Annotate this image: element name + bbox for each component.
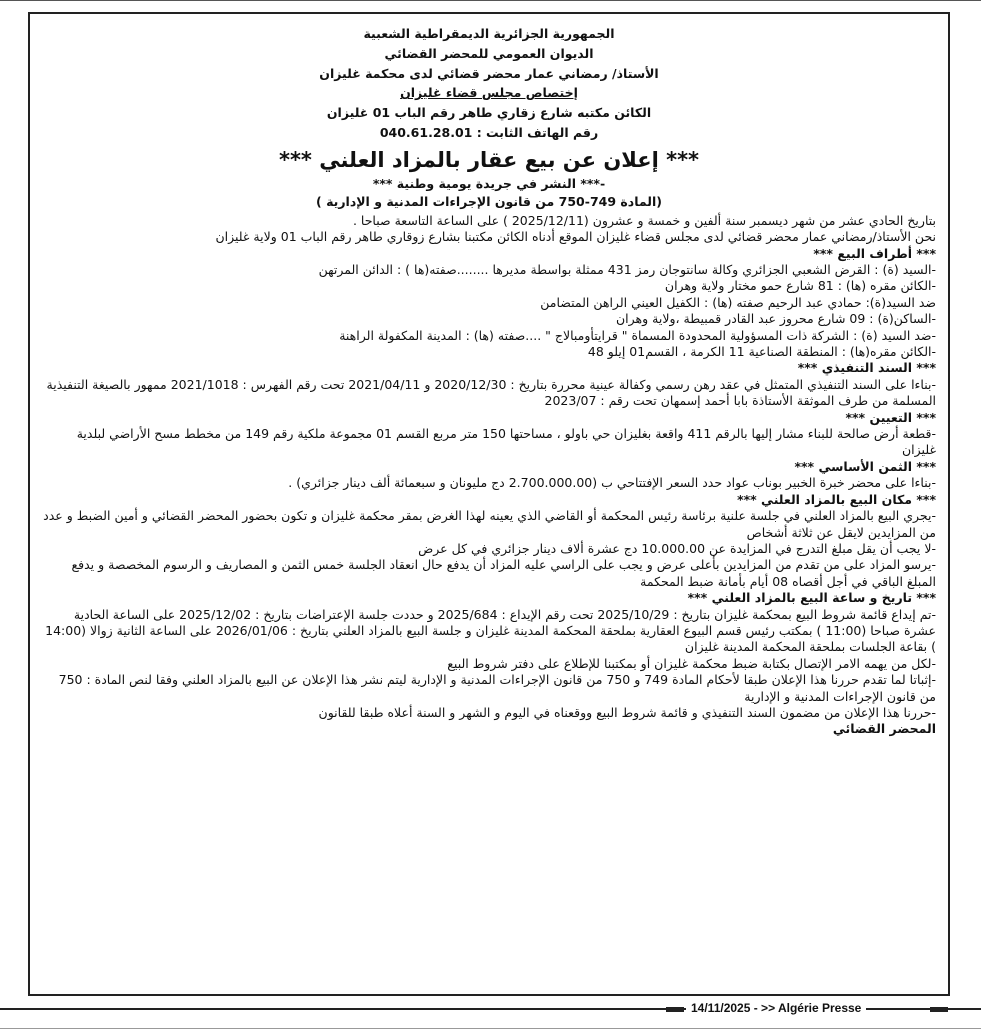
legal-basis-text: -إثباتا لما تقدم حررنا هذا الإعلان طبقا لأحكام المادة 749 و 750 من قانون الإجراءات المدنية و الإدارية ليتم نشر هذا الإعلان عن البيع بالمزاد العلني وفقا لنص المادة : 750 من قانون الإجراءات المدنية و الإدارية (58, 672, 936, 704)
debtor-company: -ضد السيد (ة) : الشركة ذات المسؤولية المحدودة المسماة " قرايتأومبالاج " ....صفته (ها) : المدينة المكفولة الراهنة (339, 327, 936, 343)
top-rule (0, 0, 981, 7)
section-heading-title: *** السند التنفيذي *** (797, 360, 936, 376)
closing-text: -حررنا هذا الإعلان من مضمون السند التنفيذي و قائمة شروط البيع ووقعناه في اليوم و الشهر و السنة أعلاه طبقا للقانون (318, 704, 936, 720)
section-heading-description: *** التعيين *** (845, 409, 936, 425)
jurisdiction: إختصاص مجلس قضاء غليزان (400, 85, 578, 101)
filing-and-sessions-text: -تم إيداع قائمة شروط البيع بمحكمة غليزان بتاريخ : 2025/10/29 تحت رقم الإيداع : 2025/684 و حددت جلسة الإعتراضات بتاريخ : 2025/12/02 على الساعة الحادية عشرة صباحا (11:00 ) بمكتب رئيس قسم البيوع العقارية بملحقة المحكمة المدينة غليزان و جلسة البيع بالمزاد العلني بتاريخ : 2026/01/06 على الساعة الثانية زوالا (14:00 ) بقاعة الجلسات بملحقة المحكمة المدينة غليزان (45, 606, 936, 655)
footer (0, 998, 981, 1020)
enforcement-title-text: -بناءا على السند التنفيذي المتمثل في عقد رهن رسمي وكفالة عينية محررة بتاريخ : 2020/12/30 و 2021/04/11 تحت رقم الفهرس : 2021/1018 ممهور بالصيغة التنفيذية المسلمة من طرف الموثقة الأستاذة بابا أحمد إسمهان تحت رقم : 2023/07 (46, 376, 936, 409)
section-heading-price: *** الثمن الأساسي *** (794, 458, 936, 474)
footer-source: 14/11/2025 - >> Algérie Presse (686, 1000, 866, 1016)
notice-body (42, 213, 936, 722)
republic-name: الجمهورية الجزائرية الديمقراطية الشعبية (363, 26, 615, 41)
bottom-rule (0, 1028, 981, 1029)
guarantor-address: -الساكن(ة) : 09 شارع محروز عبد القادر قمبيطة ،ولاية وهران (616, 311, 936, 327)
auction-place-text: -يجري البيع بالمزاد العلني في جلسة علنية برئاسة رئيس المحكمة أو القاضي الذي يعينه لهذا الغرض بمقر محكمة غليزان و تكون بحضور المحضر القضائي و أمين الضبط و عدد من المزايدين لايقل عن ثلاثة أشخاص (43, 508, 936, 540)
publication-note: -*** النشر في جريدة يومية وطنية *** (372, 175, 606, 191)
payment-terms-text: -يرسو المزاد على من تقدم من المزايدين بأعلى عرض و يجب على الراسي عليه المزاد أن يدفع حال انعقاد الجلسة خمس الثمن و المصاريف و الرسوم المخصصة و يدفع المبلغ الباقي في أجل أقصاه 08 أيام بأمانة ضبط المحكمة (71, 557, 936, 589)
section-heading-date: *** تاريخ و ساعة البيع بالمزاد العلني *** (687, 590, 936, 606)
creditor-party: -السيد (ة) : القرض الشعبي الجزائري وكالة سانتوجان رمز 431 ممثلة بواسطة مديرها ........صفته(ها ) : الدائن المرتهن (318, 262, 936, 277)
bailiff-name: الأستاذ/ رمضاني عمار محضر قضائي لدى محكمة غليزان (319, 65, 659, 81)
legal-notice-box (28, 12, 950, 996)
bid-increment-text: -لا يجب أن يقل مبلغ التدرج في المزايدة عن 10.000.00 دج عشرة ألاف دينار جزائري في كل عرض (418, 540, 936, 556)
base-price-text: -بناءا على محضر خبرة الخبير بوناب عواد حدد السعر الإفتتاحي ب (2.700.000.00 دج مليونان و سبعمائة ألف دينار جزائري) . (288, 475, 936, 491)
legal-articles: (المادة 749-750 من قانون الإجراءات المدنية و الإدارية ) (316, 193, 662, 209)
footer-marker-left (666, 1007, 684, 1012)
office-phone: رقم الهاتف الثابت : 040.61.28.01 (379, 124, 599, 140)
guarantor-party: ضد السيد(ة): حمادي عبد الرحيم صفته (ها) : الكفيل العيني الراهن المتضامن (540, 294, 936, 310)
bailiff-paragraph: نحن الأستاذ/رمضاني عمار محضر قضائي لدى مجلس قضاء غليزان الموقع أدناه الكائن مكتبنا بشارع زوقاري طاهر رقم الباب 01 ولاية غليزان (215, 229, 936, 245)
sale-date-paragraph: بتاريخ الحادي عشر من شهر ديسمبر سنة ألفين و خمسة و عشرون (2025/12/11 ) على الساعة التاسعة صباحا . (352, 212, 936, 228)
section-heading-place: *** مكان البيع بالمزاد العلني *** (737, 491, 936, 507)
office-name: الديوان العمومي للمحضر القضائي (384, 45, 594, 61)
office-address: الكائن مكتبه شارع زقاري طاهر رقم الباب 01 غليزان (326, 105, 652, 121)
property-description: -قطعة أرض صالحة للبناء مشار إليها بالرقم 411 واقعة بغليزان حي باولو ، مساحتها 150 متر مربع القسم 01 مجموعة ملكية رقم 149 من مخطط مسح الأراضي لبلدية غليزان (76, 426, 936, 458)
notice-header (42, 24, 936, 143)
debtor-address: -الكائن مقره(ها) : المنطقة الصناعية 11 الكرمة ، القسم01 إيلو 48 (587, 344, 936, 360)
creditor-address: -الكائن مقره (ها) : 81 شارع حمو مختار ولاية وهران (664, 278, 936, 294)
signature-label: المحضر القضائي (832, 721, 936, 737)
notice-title: *** إعلان عن بيع عقار بالمزاد العلني *** (278, 147, 700, 172)
footer-marker-right (930, 1007, 948, 1012)
contact-text: -لكل من يهمه الامر الإتصال بكتابة ضبط محكمة غليزان أو بمكتبنا للإطلاع على دفتر شروط البيع (447, 655, 936, 671)
section-heading-parties: *** أطراف البيع *** (813, 245, 936, 261)
